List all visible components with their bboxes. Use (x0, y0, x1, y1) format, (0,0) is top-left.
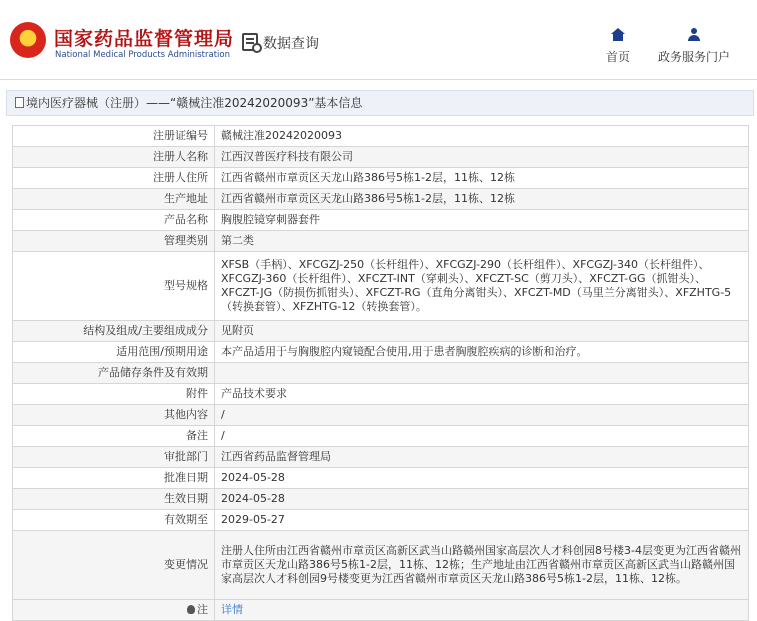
field-label: 变更情况 (13, 531, 215, 600)
nav-home-label: 首页 (605, 50, 630, 64)
field-value: / (215, 405, 749, 426)
field-label: 产品名称 (13, 210, 215, 231)
details-link[interactable]: 详情 (221, 603, 243, 616)
nav-home[interactable] (596, 28, 640, 65)
field-row-scope-intended-use (13, 342, 749, 363)
field-label: 注册人名称 (13, 147, 215, 168)
note-value-cell (215, 600, 749, 621)
field-value: 本产品适用于与胸腹腔内窥镜配合使用,用于患者胸腹腔疾病的诊断和治疗。 (215, 342, 749, 363)
field-label: 其他内容 (13, 405, 215, 426)
note-label: 注 (197, 603, 208, 616)
field-label: 审批部门 (13, 447, 215, 468)
field-label: 有效期至 (13, 510, 215, 531)
field-label: 附件 (13, 384, 215, 405)
nav-service-portal[interactable] (652, 28, 736, 65)
field-row-other-content (13, 405, 749, 426)
site-header (0, 0, 757, 80)
field-label: 备注 (13, 426, 215, 447)
field-row-attachments (13, 384, 749, 405)
field-row-management-class (13, 231, 749, 252)
field-label: 产品储存条件及有效期 (13, 363, 215, 384)
field-value: 注册人住所由江西省赣州市章贡区高新区武当山路赣州国家高层次人才科创园8号楼3-4层变更为江西省赣州市章贡区天龙山路386号5栋1-2层，11栋、12栋；生产地址由江西省赣州市章贡区高新区武当山路赣州国家高层次人才科创园9号楼变更为江西省赣州市章贡区天龙山路386号5栋1-2层，11栋、12栋。 (215, 531, 749, 600)
field-value: 江西省赣州市章贡区天龙山路386号5栋1-2层，11栋、12栋 (215, 189, 749, 210)
field-row-registrant-name (13, 147, 749, 168)
field-row-approval-department (13, 447, 749, 468)
field-value: 江西省药品监督管理局 (215, 447, 749, 468)
nav-service-portal-label: 政务服务门户 (657, 50, 730, 64)
field-row-production-address (13, 189, 749, 210)
field-row-structure-composition (13, 321, 749, 342)
field-label: 批准日期 (13, 468, 215, 489)
field-value: 2029-05-27 (215, 510, 749, 531)
field-label: 适用范围/预期用途 (13, 342, 215, 363)
field-row-approval-date (13, 468, 749, 489)
home-icon (611, 28, 625, 42)
field-row-change-history (13, 531, 749, 600)
logo-title[interactable]: 国家药品监督管理局 (54, 28, 235, 50)
field-row-remarks (13, 426, 749, 447)
field-value (215, 363, 749, 384)
field-row-model-spec (13, 252, 749, 321)
detail-table (12, 125, 749, 621)
field-value: 2024-05-28 (215, 468, 749, 489)
field-label: 生产地址 (13, 189, 215, 210)
field-row-effective-date (13, 489, 749, 510)
field-value: 产品技术要求 (215, 384, 749, 405)
field-label: 结构及组成/主要组成成分 (13, 321, 215, 342)
note-row (13, 600, 749, 621)
page-title: 境内医疗器械（注册）——“赣械注准20242020093”基本信息 (26, 96, 363, 110)
field-value: 江西汉普医疗科技有限公司 (215, 147, 749, 168)
field-value: 见附页 (215, 321, 749, 342)
field-row-product-name (13, 210, 749, 231)
field-row-expiry-date (13, 510, 749, 531)
national-emblem-icon (10, 22, 46, 58)
data-query-icon (242, 33, 258, 51)
field-label: 注册人住所 (13, 168, 215, 189)
field-row-storage-conditions (13, 363, 749, 384)
field-label: 管理类别 (13, 231, 215, 252)
logo-subtitle: National Medical Products Administration (55, 50, 230, 60)
field-value: 2024-05-28 (215, 489, 749, 510)
lightbulb-icon (187, 605, 195, 614)
field-value: 江西省赣州市章贡区天龙山路386号5栋1-2层，11栋、12栋 (215, 168, 749, 189)
user-icon (687, 28, 701, 42)
field-row-registrant-address (13, 168, 749, 189)
field-row-registration-number (13, 126, 749, 147)
note-label-cell (13, 600, 215, 621)
field-label: 生效日期 (13, 489, 215, 510)
field-value: 赣械注准20242020093 (215, 126, 749, 147)
field-value: 第二类 (215, 231, 749, 252)
field-value: / (215, 426, 749, 447)
field-value: XFSB（手柄）、XFCGZJ-250（长杆组件）、XFCGZJ-290（长杆组件）、XFCGZJ-340（长杆组件）、XFCGZJ-360（长杆组件）、XFCZT-INT（穿刺头）、XFCZT-SC（剪刀头）、XFCZT-GG（抓钳头）、XFCZT-JG（防损伤抓钳头）、XFCZT-RG（直角分离钳头）、XFCZT-MD（马里兰分离钳头）、XFZHTG-5（转换套管）、XFZHTG-12（转换套管）。 (215, 252, 749, 321)
page-title-bar (6, 90, 754, 116)
field-label: 型号规格 (13, 252, 215, 321)
data-query-label[interactable]: 数据查询 (263, 36, 319, 52)
document-icon (15, 97, 24, 108)
field-value: 胸腹腔镜穿刺器套件 (215, 210, 749, 231)
field-label: 注册证编号 (13, 126, 215, 147)
